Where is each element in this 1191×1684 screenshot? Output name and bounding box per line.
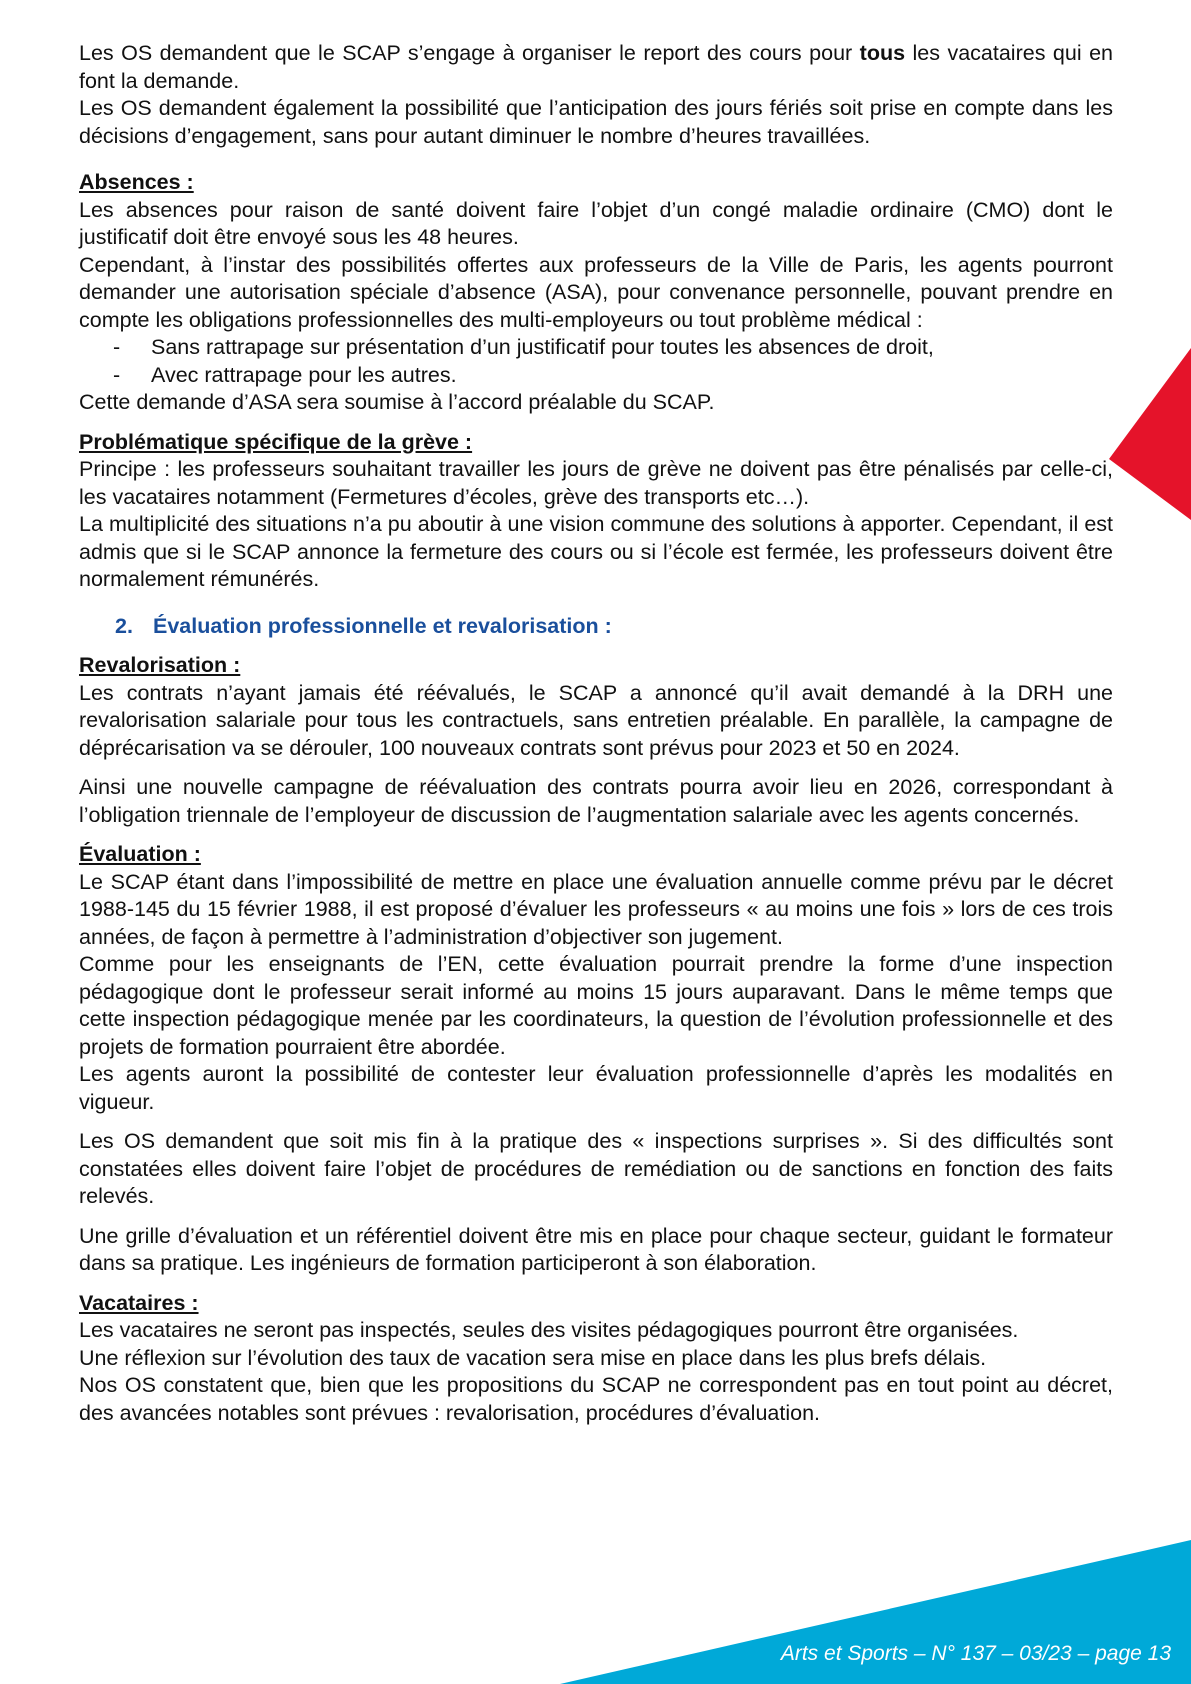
- vacataires-paragraph-3: Nos OS constatent que, bien que les propositions du SCAP ne correspondent pas en tout point au décret, des avancées notables sont prévues : revalorisation, procédures d’évaluation.: [79, 1373, 1113, 1425]
- section-2-title: [79, 613, 1113, 641]
- vacataires-paragraph-1: Les vacataires ne seront pas inspectés, seules des visites pédagogiques pourront être organisées.: [79, 1318, 1019, 1342]
- absences-list: [79, 334, 1113, 389]
- greve-heading: Problématique spécifique de la grève :: [79, 429, 473, 454]
- evaluation-heading: Évaluation :: [79, 842, 201, 866]
- absences-paragraph-2: Cependant, à l’instar des possibilités offertes aux professeurs de la Ville de Paris, les agents pourront demander une autorisation spéciale d’absence (ASA), pour convenance personnelle, pouvant prendre en compte les obligations professionnelles des multi-employeurs ou tout problème médical :: [79, 252, 1113, 332]
- greve-paragraph-1: Principe : les professeurs souhaitant travailler les jours de grève ne doivent pas être pénalisés par celle-ci, les vacataires notamment (Fermetures d’écoles, grève des transports etc…).: [79, 457, 1113, 509]
- absences-paragraph-1: Les absences pour raison de santé doivent faire l’objet d’un congé maladie ordinaire (CMO) dont le justificatif doit être envoyé sous les 48 heures.: [79, 197, 1113, 249]
- document-body: [79, 40, 1113, 1427]
- vacataires-paragraph-2: Une réflexion sur l’évolution des taux de vacation sera mise en place dans les plus brefs délais.: [79, 1345, 987, 1370]
- vacataires-heading: Vacataires :: [79, 1290, 199, 1315]
- red-triangle-decoration: [1109, 348, 1191, 520]
- list-item-text: Sans rattrapage sur présentation d’un justificatif pour toutes les absences de droit,: [151, 335, 934, 359]
- evaluation-paragraph-5: Une grille d’évaluation et un référentiel doivent être mis en place pour chaque secteur, guidant le formateur dans sa pratique. Les ingénieurs de formation participeront à son élaboration.: [79, 1223, 1113, 1275]
- list-item: [79, 334, 1113, 362]
- intro-paragraph-2: Les OS demandent également la possibilité que l’anticipation des jours fériés soit prise en compte dans les décisions d’engagement, sans pour autant diminuer le nombre d’heures travaillées.: [79, 96, 1113, 148]
- intro-text: Les OS demandent que le SCAP s’engage à organiser le report des cours pour: [79, 41, 860, 65]
- list-item-text: Avec rattrapage pour les autres.: [151, 362, 457, 387]
- page-footer: Arts et Sports – N° 137 – 03/23 – page 13: [780, 1642, 1171, 1665]
- intro-text-end: les vacataires qui en font la demande.: [79, 41, 1113, 93]
- revalorisation-paragraph-2: Ainsi une nouvelle campagne de réévaluation des contrats pourra avoir lieu en 2026, correspondant à l’obligation triennale de l’employeur de discussion de l’augmentation salariale avec les agents concernés.: [79, 775, 1113, 827]
- revalorisation-heading: Revalorisation :: [79, 653, 241, 677]
- intro-emphasis: tous: [859, 41, 906, 65]
- section-number: 2.: [115, 613, 133, 638]
- evaluation-paragraph-4: Les OS demandent que soit mis fin à la pratique des « inspections surprises ». Si des difficultés sont constatées elles doivent faire l’objet de procédures de remédiation ou de sanctions en fonction des faits relevés.: [79, 1129, 1113, 1208]
- absences-heading: Absences :: [79, 170, 194, 194]
- absences-paragraph-3: Cette demande d’ASA sera soumise à l’accord préalable du SCAP.: [79, 390, 715, 414]
- evaluation-paragraph-3: Les agents auront la possibilité de contester leur évaluation professionnelle d’après les modalités en vigueur.: [79, 1062, 1113, 1114]
- list-dash: -: [113, 362, 121, 387]
- revalorisation-paragraph-1: Les contrats n’ayant jamais été réévalués, le SCAP a annoncé qu’il avait demandé à la DRH une revalorisation salariale pour tous les contractuels, sans entretien préalable. En parallèle, la campagne de déprécarisation va se dérouler, 100 nouveaux contrats sont prévus pour 2023 et 50 en 2024.: [79, 680, 1113, 760]
- list-dash: -: [113, 335, 121, 359]
- evaluation-paragraph-2: Comme pour les enseignants de l’EN, cette évaluation pourrait prendre la forme d’une inspection pédagogique dont le professeur serait informé au moins 15 jours auparavant. Dans le même temps que cette inspection pédagogique menée par les coordinateurs, la question de l’évolution professionnelle et des projets de formation pourraient être abordée.: [79, 952, 1113, 1059]
- list-item: [79, 362, 1113, 390]
- evaluation-paragraph-1: Le SCAP étant dans l’impossibilité de mettre en place une évaluation annuelle comme prévu par le décret 1988-145 du 15 février 1988, il est proposé d’évaluer les professeurs « au moins une fois » lors de ces trois années, de façon à permettre à l’administration d’objectiver son jugement.: [79, 869, 1113, 949]
- greve-paragraph-2: La multiplicité des situations n’a pu aboutir à une vision commune des solutions à apporter. Cependant, il est admis que si le SCAP annonce la fermeture des cours ou si l’école est fermée, les professeurs doivent être normalement rémunérés.: [79, 512, 1113, 591]
- intro-paragraph-1: [79, 40, 1113, 95]
- section-title-text: Évaluation professionnelle et revalorisation :: [153, 613, 612, 638]
